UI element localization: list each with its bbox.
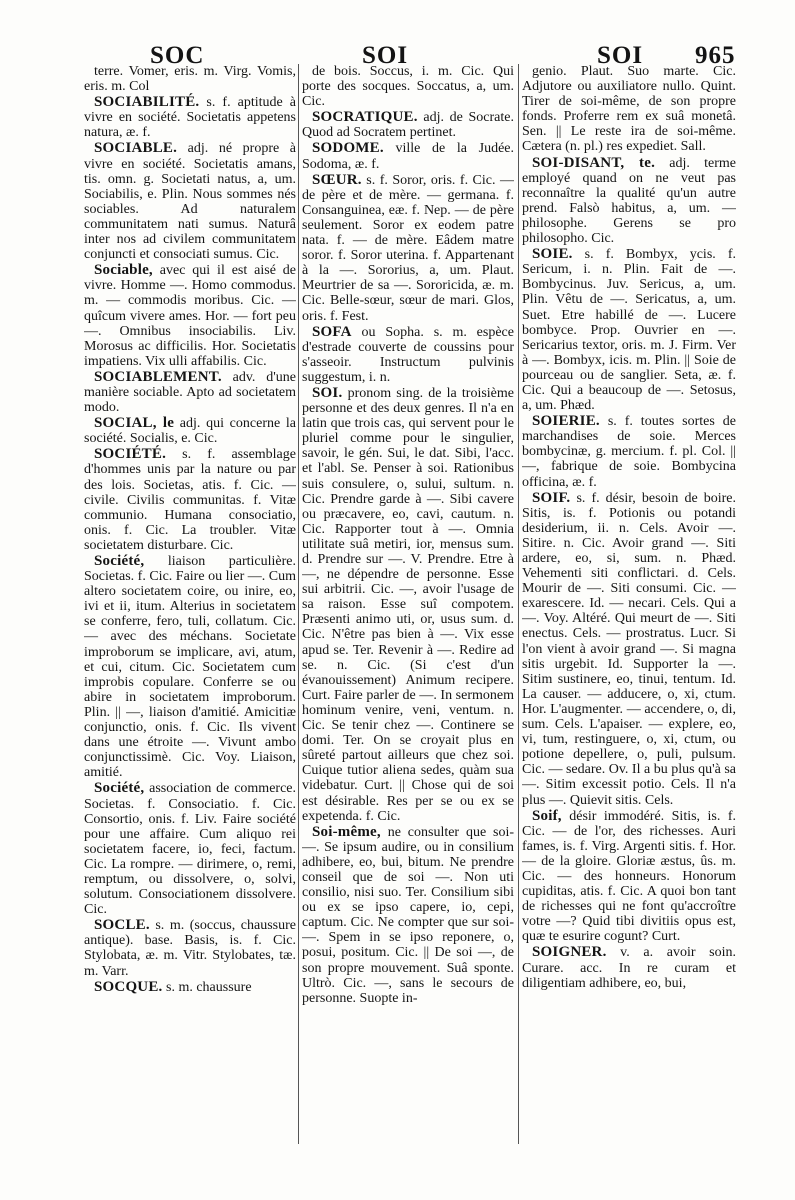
entry: SOCLE. s. m. (soccus, chaussure antique). base. Basis, is. f. Cic. Stylobata, æ. m. Vitr. Stylobates, tæ. m. Varr. (84, 917, 296, 979)
entry: SOCIABLEMENT. adv. d'une manière sociable. Apto ad societatem modo. (84, 368, 296, 416)
column-left (84, 64, 296, 1144)
entry: SOCIABLE. adj. né propre à vivre en société. Societatis amans, tis. omn. g. Societati natus, a, um. Sociabilis, e. Plin. Nous sommes nés sociables. Ad naturalem communitatem nati sumus. Naturâ inter nos ad civilem communitatem conjuncti et consociati sumus. Cic. (84, 140, 296, 263)
running-head-center: SOI (362, 42, 409, 69)
entry: SOI. pronom sing. de la troisième personne et des deux genres. Il n'a en latin que trois cas, qui servent pour le pluriel comme pour le singulier, savoir, le gén. Sui, le dat. Sibi, l'acc. et l'abl. Se. Penser à soi. Rationibus suis consulere, o, sului, sultum. n. Cic. Prendre garde à —. Sibi cavere ou præcavere, eo, cavi, cautum. n. Cic. Rapporter tout à —. Omnia utilitate suâ metiri, ior, mensus sum. d. Prendre sur —. V. Prendre. Etre à —, ne dépendre de personne. Esse sui arbitrii. Cic. —, avoir l'usage de sa raison. Esse suî compotem. Præsenti animo uti, or, usus sum. d. Cic. N'être pas bien à —. Vix esse apud se. Ter. Revenir à —. Redire ad se. n. Cic. (Si c'est d'un évanouissement) Animum recipere. Curt. Faire parler de —. In sermonem hominum venire, veni, ventum. n. Cic. Se tenir chez —. Continere se domi. Ter. On se croyait plus en sûreté partout ailleurs que chez soi. Cuique tutior aliena sedes, quàm sua videbatur. Curt. || Chose qui de soi est désirable. Res per se ou ex se expetenda. f. Cic. (302, 384, 514, 824)
entry: SOIERIE. s. f. toutes sortes de marchandises de soie. Merces bombycinæ, g. mercium. f. pl. Col. || —, fabrique de soie. Bombycina officina, æ. f. (522, 413, 736, 490)
column-right (522, 64, 736, 1144)
running-head-right: SOI (597, 42, 644, 69)
entry: SŒUR. s. f. Soror, oris. f. Cic. — de père et de mère. — germana. f. Consanguinea, eæ. f. Nep. — de père seulement. Soror ex eodem patre nata. f. — de mère. Eâdem matre soror. f. Soror uterina. f. Appartenant à la —. Sororius, a, um. Plaut. Meurtrier de sa —. Sororicida, æ. m. Cic. Belle-sœur, sœur de mari. Glos, oris. f. Fest. (302, 171, 514, 324)
entry: de bois. Soccus, i. m. Cic. Qui porte des socques. Soccatus, a, um. Cic. (302, 64, 514, 110)
entry: SOFA ou Sopha. s. m. espèce d'estrade couverte de coussins pour s'asseoir. Instructum pulvinis suggestum, i. n. (302, 323, 514, 385)
column-divider (298, 64, 299, 1144)
entry: terre. Vomer, eris. m. Virg. Vomis, eris. m. Col (84, 64, 296, 95)
entry: SOCRATIQUE. adj. de Socrate. Quod ad Socratem pertinet. (302, 109, 514, 141)
entry: Société, liaison particulière. Societas. f. Cic. Faire ou lier —. Cum altero societatem coire, ou inire, eo, ivi et ii, itum. Alterius in societatem se conferre, fero, tuli, collatum. Cic. — avec des méchans. Societate improborum se implicare, avi, atum, et cui, citum. Cic. Societatem cum improbis copulare. Conferre se ou abire in societatem improborum. Plin. || —, liaison d'amitié. Amicitiæ conjunctio, onis. f. Cic. Ils vivent dans une étroite —. Vivunt ambo conjunctissimè. Cic. Voy. Liaison, amitié. (84, 553, 296, 781)
column-divider (518, 64, 519, 1144)
entry: Soi-même, ne consulter que soi-—. Se ipsum audire, ou in consilium adhibere, eo, bui, bitum. Ne prendre conseil que de soi —. Non uti consilio, nisi suo. Ter. Consilium sibi ou ex se ipso capere, io, cepi, captum. Cic. Ne compter que sur soi-—. Spem in se ipso reponere, o, posui, positum. Cic. || De soi —, de son propre mouvement. Suâ sponte. Ultrò. Cic. —, sans le secours de personne. Suopte in- (302, 823, 514, 1006)
entry: SOCIAL, le adj. qui concerne la société. Socialis, e. Cic. (84, 415, 296, 447)
entry: SOIGNER. v. a. avoir soin. Curare. acc. In re curam et diligentiam adhibere, eo, bui, (522, 944, 736, 991)
entry: SODOME. ville de la Judée. Sodoma, æ. f. (302, 140, 514, 172)
page-number: 965 (695, 42, 736, 69)
entry: Société, association de commerce. Societas. f. Consociatio. f. Cic. Consortio, onis. f. Liv. Faire société pour une affaire. Cum aliquo rei societatem facere, io, feci, factum. Cic. La rompre. — dirimere, o, remi, remptum, ou dissolvere, o, solvi, solutum. Consociationem dissolvere. Cic. (84, 780, 296, 918)
entry: SOIE. s. f. Bombyx, ycis. f. Sericum, i. n. Plin. Fait de —. Bombycinus. Juv. Sericus, a, um. Plin. Vêtu de —. Sericatus, a, um. Suet. Etre habillé de —. Lucere bombyce. Prop. Ouvrier en —. Sericarius textor, oris. m. J. Firm. Ver à —. Bombyx, icis. m. Plin. || Soie de pourceau ou de sanglier. Seta, æ. f. Cic. Qui a beaucoup de —. Setosus, a, um. Phæd. (522, 246, 736, 414)
entry: Soif, désir immodéré. Sitis, is. f. Cic. — de l'or, des richesses. Auri fames, is. f. Virg. Argenti sitis. f. Hor. — de la gloire. Gloriæ æstus, ûs. m. Cic. — des honneurs. Honorum cupiditas, atis. f. Cic. A quoi bon tant de richesses qui ne font qu'accroître votre —? Quid tibi divitiis opus est, quæ te esurire cogunt? Curt. (522, 807, 736, 945)
running-head-left: SOC (150, 42, 205, 69)
entry: SOI-DISANT, te. adj. terme employé quand on ne veut pas reconnaître la qualité qu'un autre prend. Falsò habitus, a, um. — philosophe. Gerens se pro philosopho. Cic. (522, 154, 736, 247)
entry: SOCIÉTÉ. s. f. assemblage d'hommes unis par la nature ou par des lois. Societas, atis. f. Cic. — civile. Civilis communitas. f. Vitæ communio. Humana consociatio, onis. f. Cic. La troubler. Vitæ societatem disturbare. Cic. (84, 446, 296, 553)
entry: SOCQUE. s. m. chaussure (94, 978, 252, 995)
entry: SOIF. s. f. désir, besoin de boire. Sitis, is. f. Potionis ou potandi desiderium, ii. n. Cels. Avoir —. Sitire. n. Cic. Avoir grand —. Siti ardere, eo, si, sum. n. Phæd. Vehementi siti conflictari. d. Cels. Mourir de —. Siti consumi. Cic. — exarescere. Id. — necari. Cels. Qui a —. Voy. Altéré. Qui meurt de —. Siti enectus. Cels. — prostratus. Lucr. Si l'on vient à avoir grand —. Si magna sitis urgebit. Id. Supporter la —. Sitim sustinere, eo, tinui, tentum. Id. La causer. — adducere, o, xi, ctum. Hor. L'augmenter. — accendere, o, di, sum. Cels. L'apaiser. — explere, eo, vi, tum, restinguere, o, xi, ctum, ou potione depellere, o, puli, pulsum. Cic. — sedare. Ov. Il a bu plus qu'à sa —. Sitim excessit potio. Cels. Il n'a plus —. Quievit sitis. Cels. (522, 489, 736, 808)
entry: SOCIABILITÉ. s. f. aptitude à vivre en société. Societatis appetens natura, æ. f. (84, 94, 296, 141)
entry: Sociable, avec qui il est aisé de vivre. Homme —. Homo commodus. m. — commodis moribus. Cic. — quîcum vivere ames. Hor. — fort peu —. Omnibus insociabilis. Liv. Morosus ac difficilis. Hor. Societatis impatiens. Vix ulli affabilis. Cic. (84, 262, 296, 369)
entry: genio. Plaut. Suo marte. Cic. Adjutore ou auxiliatore nullo. Quint. Tirer de soi-même, de son propre fonds. Proferre rem ex suâ monetâ. Sen. || Le reste ira de soi-même. Cætera (n. pl.) res expediet. Sall. (522, 64, 736, 155)
column-center (302, 64, 514, 1144)
